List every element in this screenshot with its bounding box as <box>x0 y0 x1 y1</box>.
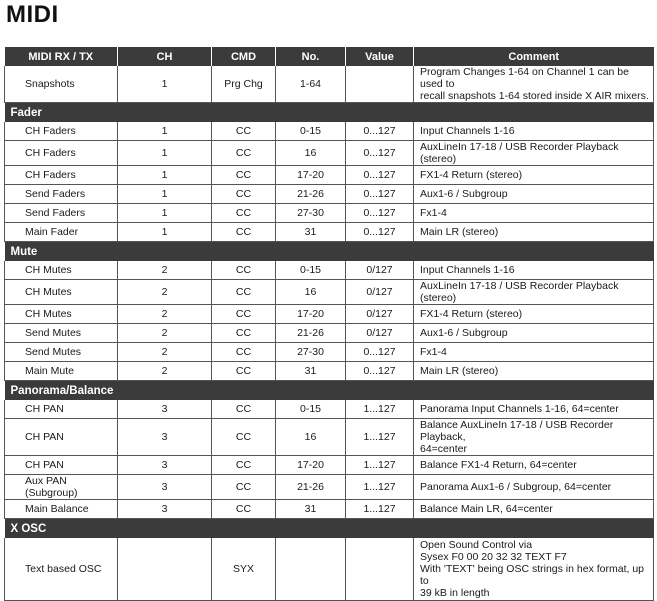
cell-ch: 1 <box>118 185 212 204</box>
cell-ch: 3 <box>118 419 212 456</box>
cell-ch: 1 <box>118 66 212 103</box>
comment-line: Program Changes 1-64 on Channel 1 can be used to <box>420 66 629 90</box>
table-row <box>5 305 654 324</box>
cell-no: 27-30 <box>276 343 346 362</box>
cell-cmd: CC <box>212 141 276 166</box>
cell-name: CH Faders <box>5 166 118 185</box>
cell-name: Snapshots <box>5 66 118 103</box>
cell-name: Send Faders <box>5 204 118 223</box>
column-header: CH <box>118 47 212 66</box>
cell-value: 1...127 <box>346 419 414 456</box>
cell-ch: 1 <box>118 122 212 141</box>
cell-value: 0/127 <box>346 261 414 280</box>
cell-cmd: CC <box>212 122 276 141</box>
comment-line: Sysex F0 00 20 32 32 TEXT F7 <box>420 551 567 563</box>
cell-no: 17-20 <box>276 456 346 475</box>
cell-no: 27-30 <box>276 204 346 223</box>
table-row <box>5 280 654 305</box>
cell-name: CH PAN <box>5 419 118 456</box>
table-row <box>5 166 654 185</box>
cell-comment: FX1-4 Return (stereo) <box>414 166 654 185</box>
cell-ch: 1 <box>118 166 212 185</box>
cell-value <box>346 538 414 601</box>
table-row <box>5 343 654 362</box>
cell-value: 0/127 <box>346 280 414 305</box>
cell-ch: 2 <box>118 343 212 362</box>
comment-line: Balance FX1-4 Return, 64=center <box>420 459 577 471</box>
cell-cmd: CC <box>212 343 276 362</box>
cell-ch: 3 <box>118 400 212 419</box>
cell-comment: Aux1-6 / Subgroup <box>414 185 654 204</box>
cell-value: 0...127 <box>346 343 414 362</box>
cell-no: 16 <box>276 141 346 166</box>
cell-value <box>346 66 414 103</box>
table-row <box>5 500 654 519</box>
cell-ch: 1 <box>118 204 212 223</box>
column-header: Comment <box>414 47 654 66</box>
cell-cmd: SYX <box>212 538 276 601</box>
cell-name: CH PAN <box>5 400 118 419</box>
midi-table <box>4 47 654 601</box>
cell-cmd: CC <box>212 223 276 242</box>
cell-cmd: CC <box>212 280 276 305</box>
table-row <box>5 223 654 242</box>
column-header: Value <box>346 47 414 66</box>
cell-name: Main Balance <box>5 500 118 519</box>
cell-no: 16 <box>276 419 346 456</box>
cell-comment <box>414 538 654 601</box>
cell-cmd: Prg Chg <box>212 66 276 103</box>
cell-comment: Main LR (stereo) <box>414 362 654 381</box>
cell-value: 0...127 <box>346 166 414 185</box>
cell-value: 0...127 <box>346 223 414 242</box>
table-row <box>5 324 654 343</box>
cell-ch: 2 <box>118 324 212 343</box>
cell-cmd: CC <box>212 324 276 343</box>
cell-no: 31 <box>276 500 346 519</box>
table-row <box>5 204 654 223</box>
header-row <box>5 47 654 66</box>
section-title: Fader <box>5 103 654 123</box>
cell-name: Send Mutes <box>5 343 118 362</box>
cell-name: CH Mutes <box>5 305 118 324</box>
column-header: No. <box>276 47 346 66</box>
cell-name: CH Mutes <box>5 261 118 280</box>
cell-ch: 2 <box>118 305 212 324</box>
cell-cmd: CC <box>212 204 276 223</box>
cell-name: Send Mutes <box>5 324 118 343</box>
cell-no <box>276 538 346 601</box>
cell-no: 21-26 <box>276 185 346 204</box>
cell-comment: AuxLineIn 17-18 / USB Recorder Playback (stereo) <box>414 141 654 166</box>
cell-cmd: CC <box>212 261 276 280</box>
cell-value: 0/127 <box>346 305 414 324</box>
page-title: MIDI <box>6 1 59 28</box>
cell-name: Text based OSC <box>5 538 118 601</box>
section-mute <box>5 242 654 262</box>
table-row <box>5 362 654 381</box>
cell-value: 0...127 <box>346 362 414 381</box>
cell-comment: Input Channels 1-16 <box>414 261 654 280</box>
cell-value: 1...127 <box>346 400 414 419</box>
table-row <box>5 185 654 204</box>
table-row <box>5 456 654 475</box>
table-row <box>5 400 654 419</box>
section-title: Mute <box>5 242 654 262</box>
cell-name: CH Mutes <box>5 280 118 305</box>
cell-name: CH Faders <box>5 122 118 141</box>
section-title: Panorama/Balance <box>5 381 654 401</box>
fader-rows <box>5 122 654 242</box>
cell-no: 31 <box>276 362 346 381</box>
cell-value: 0...127 <box>346 122 414 141</box>
comment-line: recall snapshots 1-64 stored inside X AIR mixers. <box>420 90 649 102</box>
cell-name: Main Fader <box>5 223 118 242</box>
cell-ch: 3 <box>118 500 212 519</box>
table-row <box>5 141 654 166</box>
column-header: CMD <box>212 47 276 66</box>
table-row <box>5 538 654 601</box>
cell-no: 0-15 <box>276 122 346 141</box>
cell-value: 0...127 <box>346 204 414 223</box>
cell-ch: 3 <box>118 456 212 475</box>
column-header: MIDI RX / TX <box>5 47 118 66</box>
cell-comment <box>414 419 654 456</box>
comment-line: Open Sound Control via <box>420 539 533 551</box>
cell-no: 31 <box>276 223 346 242</box>
cell-no: 21-26 <box>276 475 346 500</box>
cell-comment <box>414 500 654 519</box>
cell-no: 21-26 <box>276 324 346 343</box>
cell-comment <box>414 456 654 475</box>
table-row <box>5 66 654 103</box>
section-fader <box>5 103 654 123</box>
cell-comment: Fx1-4 <box>414 343 654 362</box>
cell-comment: AuxLineIn 17-18 / USB Recorder Playback (stereo) <box>414 280 654 305</box>
cell-cmd: CC <box>212 456 276 475</box>
cell-name: CH PAN <box>5 456 118 475</box>
section-panorama <box>5 381 654 401</box>
comment-line: Balance Main LR, 64=center <box>420 503 553 515</box>
cell-comment: Main LR (stereo) <box>414 223 654 242</box>
table-row <box>5 419 654 456</box>
cell-cmd: CC <box>212 166 276 185</box>
cell-ch: 2 <box>118 280 212 305</box>
section-title: X OSC <box>5 519 654 539</box>
cell-value: 1...127 <box>346 475 414 500</box>
comment-line: 64=center <box>420 443 467 455</box>
cell-ch: 1 <box>118 223 212 242</box>
cell-cmd: CC <box>212 500 276 519</box>
comment-line: 39 kB in length <box>420 587 490 599</box>
cell-value: 0...127 <box>346 185 414 204</box>
cell-comment <box>414 400 654 419</box>
cell-comment: FX1-4 Return (stereo) <box>414 305 654 324</box>
comment-line: With 'TEXT' being OSC strings in hex format, up to <box>420 563 645 587</box>
cell-ch: 3 <box>118 475 212 500</box>
cell-no: 0-15 <box>276 400 346 419</box>
cell-ch <box>118 538 212 601</box>
cell-value: 0...127 <box>346 141 414 166</box>
comment-line: Balance AuxLineIn 17-18 / USB Recorder Playback, <box>420 419 614 443</box>
cell-cmd: CC <box>212 400 276 419</box>
cell-no: 17-20 <box>276 305 346 324</box>
cell-cmd: CC <box>212 419 276 456</box>
cell-cmd: CC <box>212 362 276 381</box>
cell-ch: 1 <box>118 141 212 166</box>
cell-cmd: CC <box>212 185 276 204</box>
cell-name: CH Faders <box>5 141 118 166</box>
cell-comment: Fx1-4 <box>414 204 654 223</box>
cell-no: 17-20 <box>276 166 346 185</box>
cell-comment: Input Channels 1-16 <box>414 122 654 141</box>
cell-comment <box>414 66 654 103</box>
cell-comment <box>414 475 654 500</box>
comment-line: Panorama Aux1-6 / Subgroup, 64=center <box>420 481 612 493</box>
section-osc <box>5 519 654 539</box>
cell-name: Aux PAN (Subgroup) <box>5 475 118 500</box>
cell-no: 0-15 <box>276 261 346 280</box>
cell-ch: 2 <box>118 261 212 280</box>
pan-rows <box>5 400 654 519</box>
cell-value: 0/127 <box>346 324 414 343</box>
table-row <box>5 261 654 280</box>
cell-value: 1...127 <box>346 456 414 475</box>
comment-line: Panorama Input Channels 1-16, 64=center <box>420 403 619 415</box>
table-row <box>5 122 654 141</box>
table-row <box>5 475 654 500</box>
cell-no: 1-64 <box>276 66 346 103</box>
cell-cmd: CC <box>212 305 276 324</box>
mute-rows <box>5 261 654 381</box>
cell-value: 1...127 <box>346 500 414 519</box>
cell-comment: Aux1-6 / Subgroup <box>414 324 654 343</box>
cell-no: 16 <box>276 280 346 305</box>
cell-name: Main Mute <box>5 362 118 381</box>
cell-name: Send Faders <box>5 185 118 204</box>
cell-cmd: CC <box>212 475 276 500</box>
cell-ch: 2 <box>118 362 212 381</box>
